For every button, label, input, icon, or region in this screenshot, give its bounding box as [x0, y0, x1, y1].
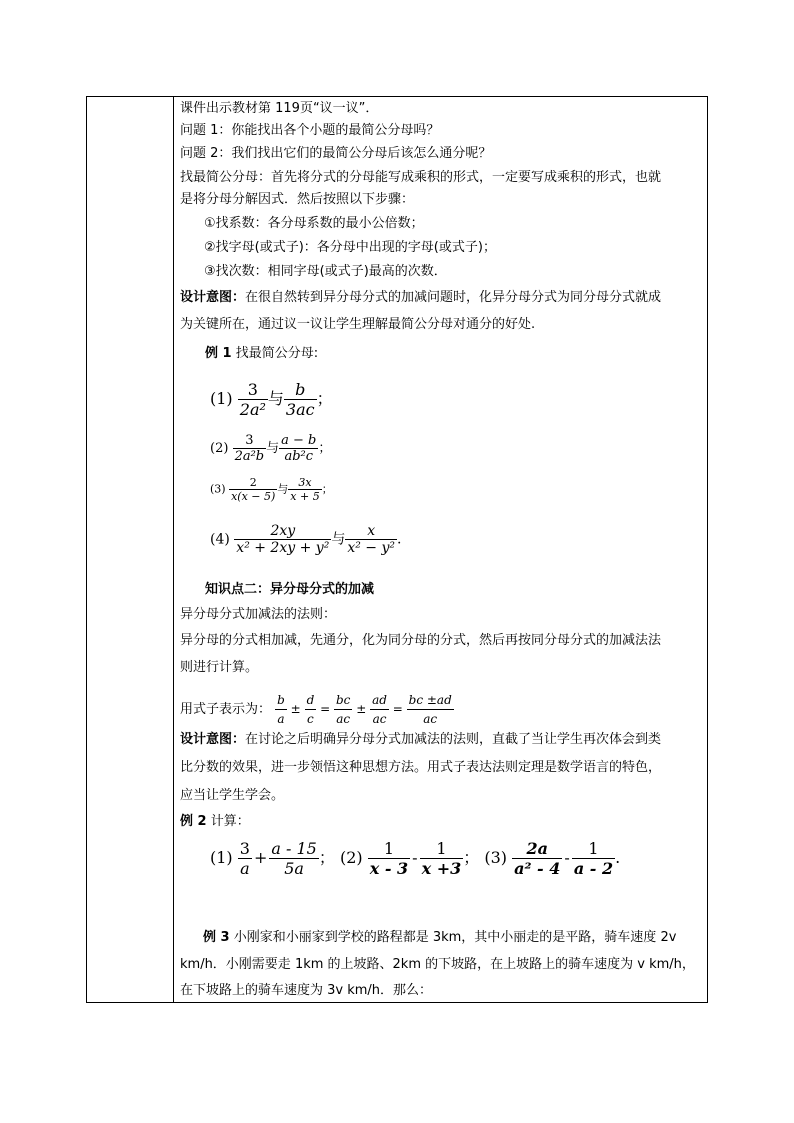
- fraction: [229, 476, 277, 503]
- operator: =: [392, 702, 403, 716]
- example-text: 找最简公分母:: [231, 346, 319, 361]
- conjunction: 与: [266, 441, 280, 456]
- fraction: [370, 691, 389, 728]
- fraction: [572, 839, 615, 878]
- item-number: (3): [210, 482, 226, 496]
- fraction: [288, 476, 321, 503]
- denominator: a - 2: [573, 859, 614, 878]
- example-label: 例 1: [205, 346, 232, 361]
- denominator: 2a²b: [234, 449, 265, 464]
- text-line: 找最简公分母：首先将分式的分母能写成乘积的形式，一定要写成乘积的形式，也就: [180, 170, 662, 185]
- step-item: ①找系数：各分母系数的最小公倍数；: [204, 216, 424, 231]
- fraction: [284, 380, 317, 419]
- numerator: bc ±ad: [407, 691, 454, 710]
- denominator: c: [307, 712, 314, 726]
- text-line: 是将分母分解因式．然后按照以下步骤：: [180, 192, 415, 207]
- operator: ±: [290, 702, 301, 716]
- fraction: [238, 380, 268, 419]
- fraction: [407, 691, 454, 728]
- numerator: d: [305, 691, 317, 710]
- denominator: 5a: [284, 859, 304, 878]
- numerator: 1: [368, 839, 410, 859]
- separator: ；: [321, 482, 333, 496]
- example-text: 小刚家和小丽家到学校的路程都是 3km，其中小丽走的是平路，骑车速度 2v: [229, 930, 677, 945]
- knowledge-point-2: 知识点二：异分母分式的加减: [205, 582, 375, 597]
- denominator: a: [240, 859, 250, 878]
- numerator: 2: [229, 476, 277, 490]
- fraction: [512, 839, 562, 878]
- lesson-table: [86, 96, 708, 1003]
- step-item: ③找次数：相同字母(或式子)最高的次数．: [204, 264, 447, 279]
- denominator: ac: [336, 712, 351, 726]
- operator: =: [320, 702, 331, 716]
- example-2: [180, 813, 250, 831]
- expr-4: [210, 523, 401, 556]
- operator: -: [564, 848, 570, 867]
- example-1: [205, 345, 318, 363]
- conjunction: 与: [277, 482, 289, 496]
- design-intent-2: [180, 731, 661, 749]
- denominator: a² - 4: [514, 859, 561, 878]
- numerator: 3: [239, 839, 250, 858]
- denominator: x - 3: [369, 859, 409, 878]
- numerator: b: [284, 380, 317, 400]
- expr-2: [210, 433, 331, 464]
- text-line: km/h．小刚需要走 1km 的上坡路、2km 的下坡路，在上坡路上的骑车速度为 v km/h，: [180, 957, 695, 972]
- numerator: 1: [572, 839, 615, 859]
- numerator: 3: [238, 380, 268, 400]
- text-line: 为关键所在，通过议一议让学生理解最简公分母对通分的好处.: [180, 317, 536, 332]
- fraction: [238, 839, 252, 878]
- item-number: (2): [339, 848, 363, 867]
- text-line: 在下坡路上的骑车速度为 3v km/h．那么：: [180, 983, 433, 998]
- numerator: a − b: [281, 433, 317, 448]
- design-intent-text: 在讨论之后明确异分母分式加减法的法则，直截了当让学生再次体会到类: [245, 732, 662, 747]
- denominator: 3ac: [285, 400, 315, 419]
- text-line: 比分数的效果，进一步领悟这种思想方法。用式子表达法则定理是数学语言的特色，: [180, 760, 662, 775]
- numerator: 1: [420, 839, 464, 859]
- conjunction: 与: [331, 531, 346, 548]
- design-intent: [180, 289, 661, 307]
- design-intent-label: 设计意图：: [180, 732, 246, 747]
- fraction: [368, 839, 410, 878]
- rule-title: 异分母分式加减法的法则：: [180, 607, 337, 622]
- numerator: bc: [334, 691, 352, 710]
- operator: +: [253, 848, 268, 867]
- design-intent-text: 在很自然转到异分母分式的加减问题时，化异分母分式为同分母分式就成: [245, 290, 662, 305]
- denominator: x +3: [421, 859, 462, 878]
- numerator: 3x: [288, 476, 321, 490]
- denominator: ac: [423, 712, 438, 726]
- item-number: (1): [210, 389, 233, 408]
- separator: .: [396, 531, 402, 548]
- numerator: b: [275, 691, 287, 710]
- step-item: ②找字母(或式子)：各分母中出现的字母(或式子)；: [204, 240, 496, 255]
- numerator: a - 15: [271, 839, 317, 858]
- formula-label: 用式子表示为：: [180, 702, 272, 717]
- denominator: ab²c: [284, 449, 314, 464]
- design-intent-label: 设计意图：: [180, 290, 246, 305]
- separator: ；: [316, 389, 333, 408]
- numerator: 2xy: [234, 523, 331, 540]
- formula-row: [180, 691, 454, 728]
- rule-text: 异分母的分式相加减，先通分，化为同分母的分式，然后再按同分母分式的加减法法: [180, 633, 662, 648]
- denominator: x² − y²: [347, 540, 395, 556]
- conjunction: 与: [267, 389, 284, 408]
- numerator: 2a: [512, 839, 562, 859]
- denominator: a: [277, 712, 285, 726]
- denominator: 2a²: [239, 400, 266, 419]
- expr-3: [210, 476, 333, 503]
- item-number: (2): [210, 441, 229, 456]
- separator: ；: [463, 848, 480, 867]
- operator: -: [412, 848, 418, 867]
- example-3: [203, 929, 676, 947]
- denominator: x(x − 5): [231, 490, 276, 503]
- expr-1: [210, 380, 333, 419]
- numerator: x: [345, 523, 397, 540]
- fraction: [334, 691, 352, 728]
- fraction: [279, 433, 318, 464]
- example-text: 计算：: [206, 814, 250, 829]
- denominator: x + 5: [290, 490, 320, 503]
- separator: ；: [318, 848, 335, 867]
- operator: ±: [356, 702, 367, 716]
- example-label: 例 2: [180, 814, 207, 829]
- fraction: [234, 523, 331, 556]
- fraction: [420, 839, 464, 878]
- item-number: (3): [484, 848, 508, 867]
- denominator: ac: [372, 712, 387, 726]
- item-number: (1): [210, 848, 233, 867]
- separator: ；: [318, 441, 332, 456]
- text-line: 问题 2：我们找出它们的最简公分母后该怎么通分呢？: [180, 146, 492, 161]
- fraction: [233, 433, 267, 464]
- calc-expressions: [210, 839, 620, 878]
- numerator: 3: [233, 433, 267, 449]
- text-line: 课件出示教材第 119页“议一议”．: [180, 101, 379, 116]
- separator: .: [615, 848, 621, 867]
- fraction: [305, 691, 317, 728]
- example-label: 例 3: [203, 930, 230, 945]
- text-line: 应当让学生学会。: [180, 788, 285, 803]
- item-number: (4): [210, 531, 230, 548]
- fraction: [275, 691, 287, 728]
- numerator: ad: [370, 691, 389, 710]
- column-divider: [173, 97, 174, 1002]
- rule-text: 则进行计算。: [180, 660, 259, 675]
- fraction: [269, 839, 318, 878]
- text-line: 问题 1：你能找出各个小题的最简公分母吗？: [180, 123, 440, 138]
- fraction: [345, 523, 397, 556]
- denominator: x² + 2xy + y²: [236, 540, 330, 556]
